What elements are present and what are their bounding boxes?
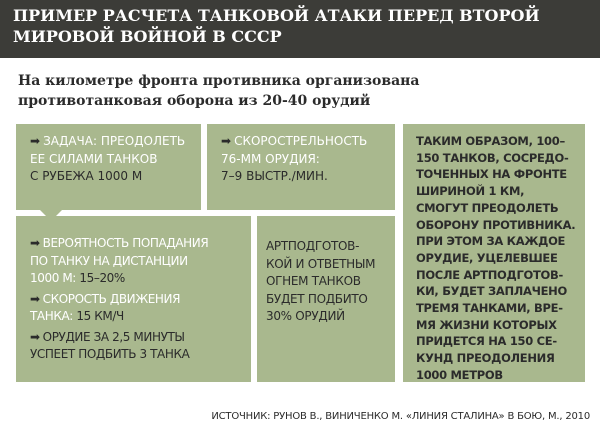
arrow-right-icon: ➡: [30, 134, 41, 148]
conclusion-line: ОБОРОНУ ПРОТИВНИКА.: [416, 217, 576, 232]
conclusion-line: СМОГУТ ПРЕОДОЛЕТЬ: [416, 200, 559, 215]
task-text: [30, 133, 200, 186]
conclusion-line: ТОЧЕННЫХ НА ФРОНТЕ: [416, 167, 567, 182]
conclusion-line: ТРЕМЯ ТАНКАМИ, ВРЕ-: [416, 301, 563, 316]
arrow-right-icon: ➡: [30, 329, 40, 344]
card-pointer: [40, 210, 62, 221]
conclusion-line: 150 ТАНКОВ, СОСРЕДО-: [416, 150, 569, 165]
conclusion-line: ОРУДИЕ, УЦЕЛЕВШЕЕ: [416, 250, 558, 265]
conclusion-line: КИ, БУДЕТ ЗАПЛАЧЕНО: [416, 284, 567, 299]
probability-label-line3: 1000 М:: [30, 271, 76, 285]
speed-value: 15 КМ/Ч: [76, 309, 124, 323]
rate-of-fire-text: [221, 133, 393, 186]
task-text-line3: С РУБЕЖА 1000 М: [30, 169, 143, 183]
gun-text-line2: УСПЕЕТ ПОДБИТЬ 3 ТАНКА: [30, 347, 190, 361]
artillery-line: АРТПОДГОТОВ-: [266, 239, 360, 253]
conclusion-line: КУНД ПРЕОДОЛЕНИЯ: [416, 351, 555, 366]
page-title: ПРИМЕР РАСЧЕТА ТАНКОВОЙ АТАКИ ПЕРЕД ВТОРОЙ МИРОВОЙ ВОЙНОЙ В СССР: [13, 6, 540, 46]
probability-value: 15–20%: [79, 271, 125, 285]
rate-of-fire-label-line1: СКОРОСТРЕЛЬНОСТЬ: [234, 134, 368, 148]
arrow-right-icon: ➡: [30, 291, 40, 306]
conclusion-line: ШИРИНОЙ 1 КМ,: [416, 184, 525, 199]
arrow-right-icon: ➡: [30, 236, 40, 250]
source-citation: ИСТОЧНИК: РУНОВ В., ВИНИЧЕНКО М. «ЛИНИЯ СТАЛИНА» В БОЮ, М., 2010: [211, 411, 590, 422]
conclusion-line: ПРИ ЭТОМ ЗА КАЖДОЕ: [416, 234, 566, 249]
artillery-text: [266, 238, 394, 326]
probability-label-line1: ВЕРОЯТНОСТЬ ПОПАДАНИЯ: [42, 236, 209, 250]
task-text-line1: ПРЕОДОЛЕТЬ: [100, 134, 186, 148]
subtitle: На километре фронта противника организована противотанковая оборона из 20-40 орудий: [18, 73, 420, 109]
gun-text-line1: ОРУДИЕ ЗА 2,5 МИНУТЫ: [42, 329, 185, 344]
conclusion-line: МЯ ЖИЗНИ КОТОРЫХ: [416, 317, 557, 332]
probability-text: [30, 235, 250, 364]
conclusion-line: 1000 МЕТРОВ: [416, 367, 503, 382]
artillery-line: БУДЕТ ПОДБИТО: [266, 291, 368, 306]
rate-of-fire-value: 7–9 ВЫСТР./МИН.: [221, 169, 328, 183]
task-text-line2: ЕЕ СИЛАМИ ТАНКОВ: [30, 151, 158, 166]
arrow-right-icon: ➡: [221, 134, 232, 148]
header-bar: [0, 0, 600, 58]
conclusion-text: [416, 133, 581, 384]
artillery-line: ОГНЕМ ТАНКОВ: [266, 274, 361, 288]
rate-of-fire-label-line2: 76-ММ ОРУДИЯ:: [221, 151, 320, 166]
speed-label-line2: ТАНКА:: [30, 309, 73, 323]
conclusion-line: ТАКИМ ОБРАЗОМ, 100–: [416, 134, 565, 148]
speed-label-line1: СКОРОСТЬ ДВИЖЕНИЯ: [42, 291, 181, 306]
conclusion-line: ПОСЛЕ АРТПОДГОТОВ-: [416, 267, 563, 282]
artillery-line: КОЙ И ОТВЕТНЫМ: [266, 256, 376, 271]
task-label: ЗАДАЧА:: [43, 134, 98, 148]
probability-label-line2: ПО ТАНКУ НА ДИСТАНЦИИ: [30, 253, 188, 268]
artillery-line: 30% ОРУДИЙ: [266, 309, 345, 323]
conclusion-line: ПРИДЕТСЯ НА 150 СЕ-: [416, 334, 557, 349]
